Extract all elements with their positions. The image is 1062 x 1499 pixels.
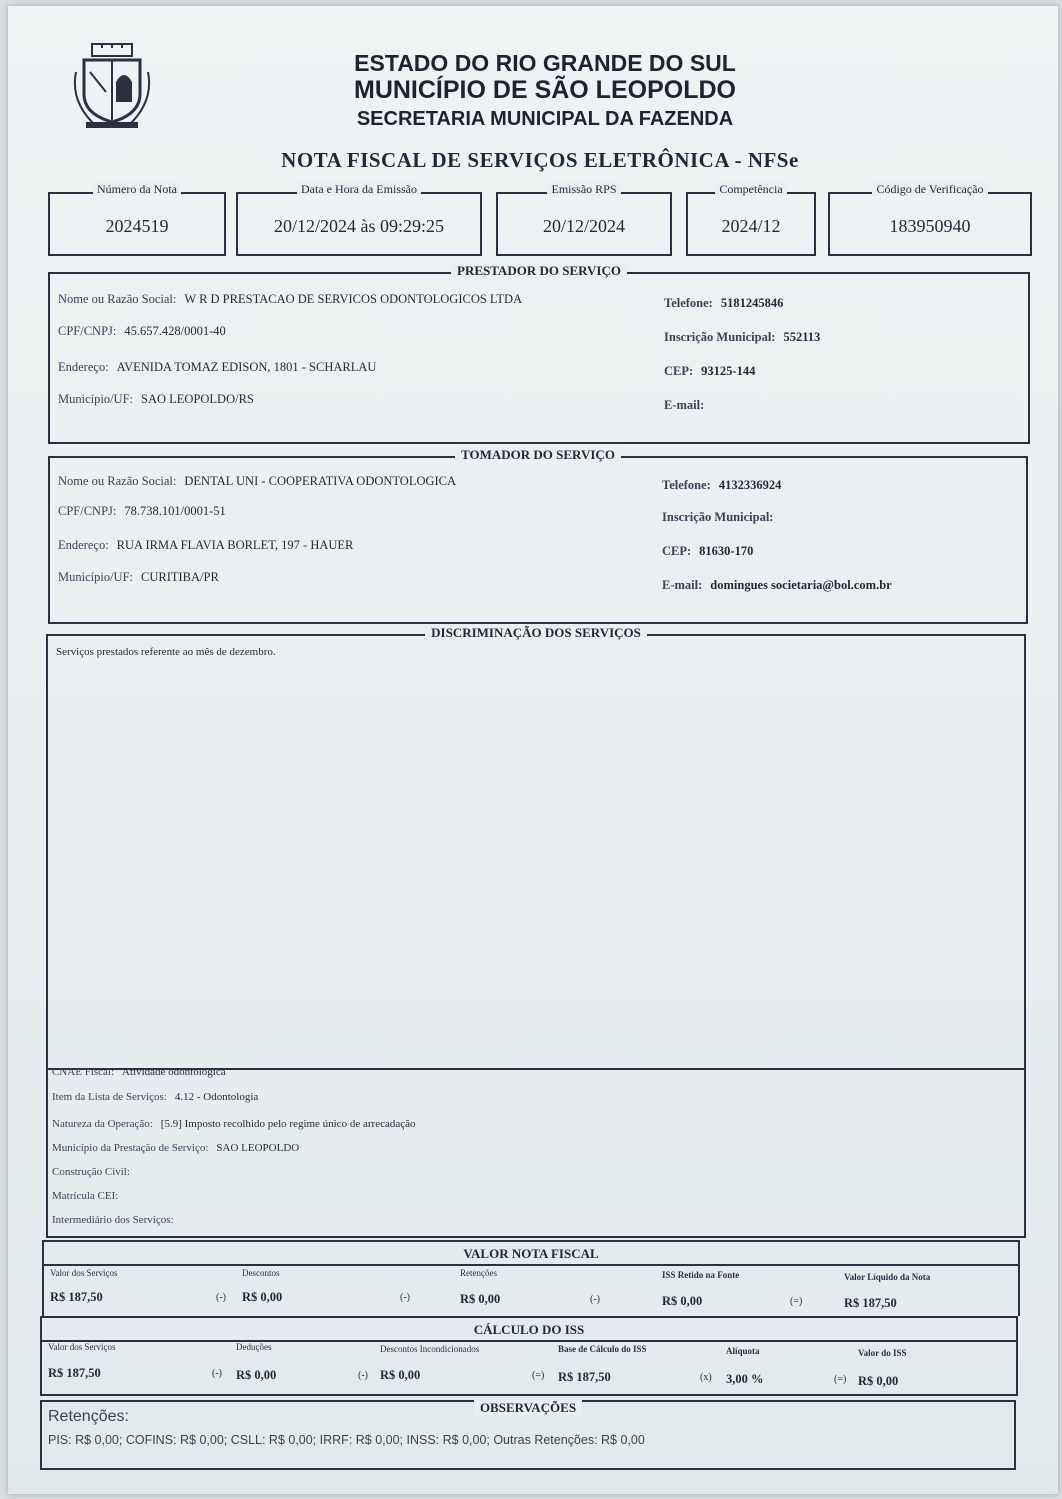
- prestador-title: PRESTADOR DO SERVIÇO: [451, 263, 627, 278]
- prestador-municipio-label: Município/UF:: [58, 392, 134, 406]
- item-lista-label: Item da Lista de Serviços:: [52, 1091, 167, 1103]
- ci-base-calculo-label: Base de Cálculo do ISS: [558, 1344, 647, 1354]
- ci-op-3: (=): [532, 1370, 545, 1381]
- tomador-cep-label: CEP:: [662, 544, 692, 558]
- state-name: ESTADO DO RIO GRANDE DO SUL: [354, 50, 736, 76]
- tomador-title: TOMADOR DO SERVIÇO: [455, 447, 621, 462]
- vn-valor-servicos-label: Valor dos Serviços: [50, 1268, 118, 1278]
- municipal-coat-of-arms-icon: [70, 42, 154, 130]
- prestador-nome: W R D PRESTACAO DE SERVICOS ODONTOLOGICOS LTDA: [184, 292, 523, 306]
- codigo-verificacao-box: [828, 182, 1032, 256]
- tomador-municipio-label: Município/UF:: [58, 570, 134, 584]
- codigo-verificacao-label: Código de Verificação: [872, 182, 987, 196]
- ci-valor-servicos-value: R$ 187,50: [48, 1366, 101, 1380]
- emissao-rps-label: Emissão RPS: [547, 182, 620, 196]
- observacoes-title: OBSERVAÇÕES: [474, 1400, 582, 1415]
- ci-aliquota-label: Alíquota: [726, 1346, 760, 1356]
- competencia-box: [686, 182, 816, 256]
- discriminacao-text: Serviços prestados referente ao mês de dezembro.: [56, 646, 276, 658]
- prestador-section: [48, 263, 1030, 444]
- prestador-inscricao: 552113: [783, 330, 821, 344]
- valor-nota-section: [42, 1240, 1020, 1316]
- tomador-telefone-label: Telefone:: [662, 478, 711, 492]
- intermediario-label: Intermediário dos Serviços:: [52, 1214, 174, 1226]
- ci-op-5: (=): [834, 1374, 847, 1385]
- prestador-cep: 93125-144: [701, 364, 756, 378]
- item-lista-value: 4.12 - Odontologia: [174, 1091, 259, 1103]
- secretariat-name: SECRETARIA MUNICIPAL DA FAZENDA: [356, 108, 734, 130]
- discriminacao-title: DISCRIMINAÇÃO DOS SERVIÇOS: [425, 625, 647, 640]
- vn-op-2: (-): [400, 1292, 410, 1303]
- vn-op-3: (-): [590, 1294, 600, 1305]
- competencia-label: Competência: [715, 182, 786, 196]
- retencoes-text: PIS: R$ 0,00; COFINS: R$ 0,00; CSLL: R$ 0,00; IRRF: R$ 0,00; INSS: R$ 0,00; Outras Retenções: R$ 0,00: [48, 1433, 645, 1447]
- tomador-endereco-label: Endereço:: [58, 538, 109, 552]
- tomador-email-label: E-mail:: [662, 578, 703, 592]
- prestador-cpf-label: CPF/CNPJ:: [58, 324, 117, 338]
- tomador-telefone: 4132336924: [718, 478, 782, 492]
- prestador-telefone: 5181245846: [720, 296, 784, 310]
- ci-deducoes-value: R$ 0,00: [236, 1368, 277, 1382]
- tomador-cpf-label: CPF/CNPJ:: [58, 504, 117, 518]
- numero-nota-box: [48, 182, 226, 256]
- tomador-nome: DENTAL UNI - COOPERATIVA ODONTOLOGICA: [184, 474, 457, 488]
- ci-descontos-value: R$ 0,00: [380, 1368, 421, 1382]
- natureza-label: Natureza da Operação:: [52, 1118, 153, 1130]
- ci-deducoes-label: Deduções: [236, 1342, 272, 1352]
- document-title: NOTA FISCAL DE SERVIÇOS ELETRÔNICA - NFSe: [281, 148, 799, 172]
- cnae-value: Atividade odontológica: [122, 1066, 226, 1078]
- vn-valor-liquido-label: Valor Líquido da Nota: [844, 1272, 931, 1282]
- matricula-cei-label: Matrícula CEI:: [52, 1190, 119, 1202]
- vn-iss-retido-value: R$ 0,00: [662, 1294, 703, 1308]
- valor-nota-title: VALOR NOTA FISCAL: [463, 1246, 599, 1261]
- tomador-municipio: CURITIBA/PR: [141, 570, 219, 584]
- retencoes-label: Retenções:: [48, 1408, 129, 1425]
- prestador-endereco-label: Endereço:: [58, 360, 109, 374]
- prestador-nome-label: Nome ou Razão Social:: [58, 292, 177, 306]
- vn-descontos-value: R$ 0,00: [242, 1290, 283, 1304]
- ci-op-1: (-): [212, 1368, 222, 1379]
- vn-op-1: (-): [216, 1292, 226, 1303]
- data-emissao-value: 20/12/2024 às 09:29:25: [274, 216, 444, 236]
- ci-descontos-label: Descontos Incondicionados: [380, 1344, 480, 1354]
- ci-aliquota-value: 3,00 %: [726, 1372, 764, 1386]
- prestador-cep-label: CEP:: [664, 364, 694, 378]
- tomador-email: domingues societaria@bol.com.br: [710, 578, 892, 592]
- prestador-telefone-label: Telefone:: [664, 296, 713, 310]
- ci-op-2: (-): [358, 1370, 368, 1381]
- vn-retencoes-value: R$ 0,00: [460, 1292, 501, 1306]
- tomador-endereco: RUA IRMA FLAVIA BORLET, 197 - HAUER: [116, 538, 354, 552]
- tomador-inscricao-label: Inscrição Municipal:: [662, 510, 774, 524]
- codigo-verificacao-value: 183950940: [889, 216, 971, 236]
- natureza-value: [5.9] Imposto recolhido pelo regime único de arrecadação: [160, 1118, 416, 1130]
- tomador-section: [48, 447, 1028, 624]
- tomador-cep: 81630-170: [699, 544, 754, 558]
- vn-valor-servicos-value: R$ 187,50: [50, 1290, 103, 1304]
- discriminacao-section: [46, 625, 1026, 1238]
- calculo-iss-section: [40, 1316, 1018, 1396]
- tomador-cpf: 78.738.101/0001-51: [124, 504, 226, 518]
- vn-iss-retido-label: ISS Retido na Fonte: [662, 1270, 740, 1280]
- ci-valor-iss-value: R$ 0,00: [858, 1374, 899, 1388]
- prestador-inscricao-label: Inscrição Municipal:: [664, 330, 776, 344]
- data-emissao-label: Data e Hora da Emissão: [297, 182, 421, 196]
- tomador-nome-label: Nome ou Razão Social:: [58, 474, 177, 488]
- vn-valor-liquido-value: R$ 187,50: [844, 1296, 897, 1310]
- construcao-civil-label: Construção Civil:: [52, 1166, 130, 1178]
- prestador-email-label: E-mail:: [664, 398, 705, 412]
- prestador-municipio: SAO LEOPOLDO/RS: [141, 392, 254, 406]
- numero-nota-label: Número da Nota: [93, 182, 181, 196]
- ci-base-calculo-value: R$ 187,50: [558, 1370, 611, 1384]
- numero-nota-value: 2024519: [105, 216, 169, 236]
- prestador-endereco: AVENIDA TOMAZ EDISON, 1801 - SCHARLAU: [116, 360, 377, 374]
- competencia-value: 2024/12: [721, 216, 781, 236]
- ci-valor-iss-label: Valor do ISS: [858, 1348, 907, 1358]
- vn-retencoes-label: Retenções: [460, 1268, 497, 1278]
- ci-valor-servicos-label: Valor dos Serviços: [48, 1342, 116, 1352]
- data-emissao-box: [236, 182, 482, 256]
- cnae-label: CNAE Fiscal:: [52, 1066, 115, 1078]
- vn-op-4: (=): [790, 1296, 803, 1307]
- vn-descontos-label: Descontos: [242, 1268, 280, 1278]
- ci-op-4: (x): [700, 1372, 712, 1383]
- prestador-cpf: 45.657.428/0001-40: [124, 324, 226, 338]
- calculo-iss-title: CÁLCULO DO ISS: [473, 1322, 585, 1337]
- emissao-rps-box: [496, 182, 672, 256]
- municipio-prestacao-label: Município da Prestação de Serviço:: [52, 1142, 209, 1154]
- municipio-prestacao-value: SAO LEOPOLDO: [216, 1142, 300, 1154]
- municipality-name: MUNICÍPIO DE SÃO LEOPOLDO: [354, 76, 736, 104]
- emissao-rps-value: 20/12/2024: [542, 216, 625, 236]
